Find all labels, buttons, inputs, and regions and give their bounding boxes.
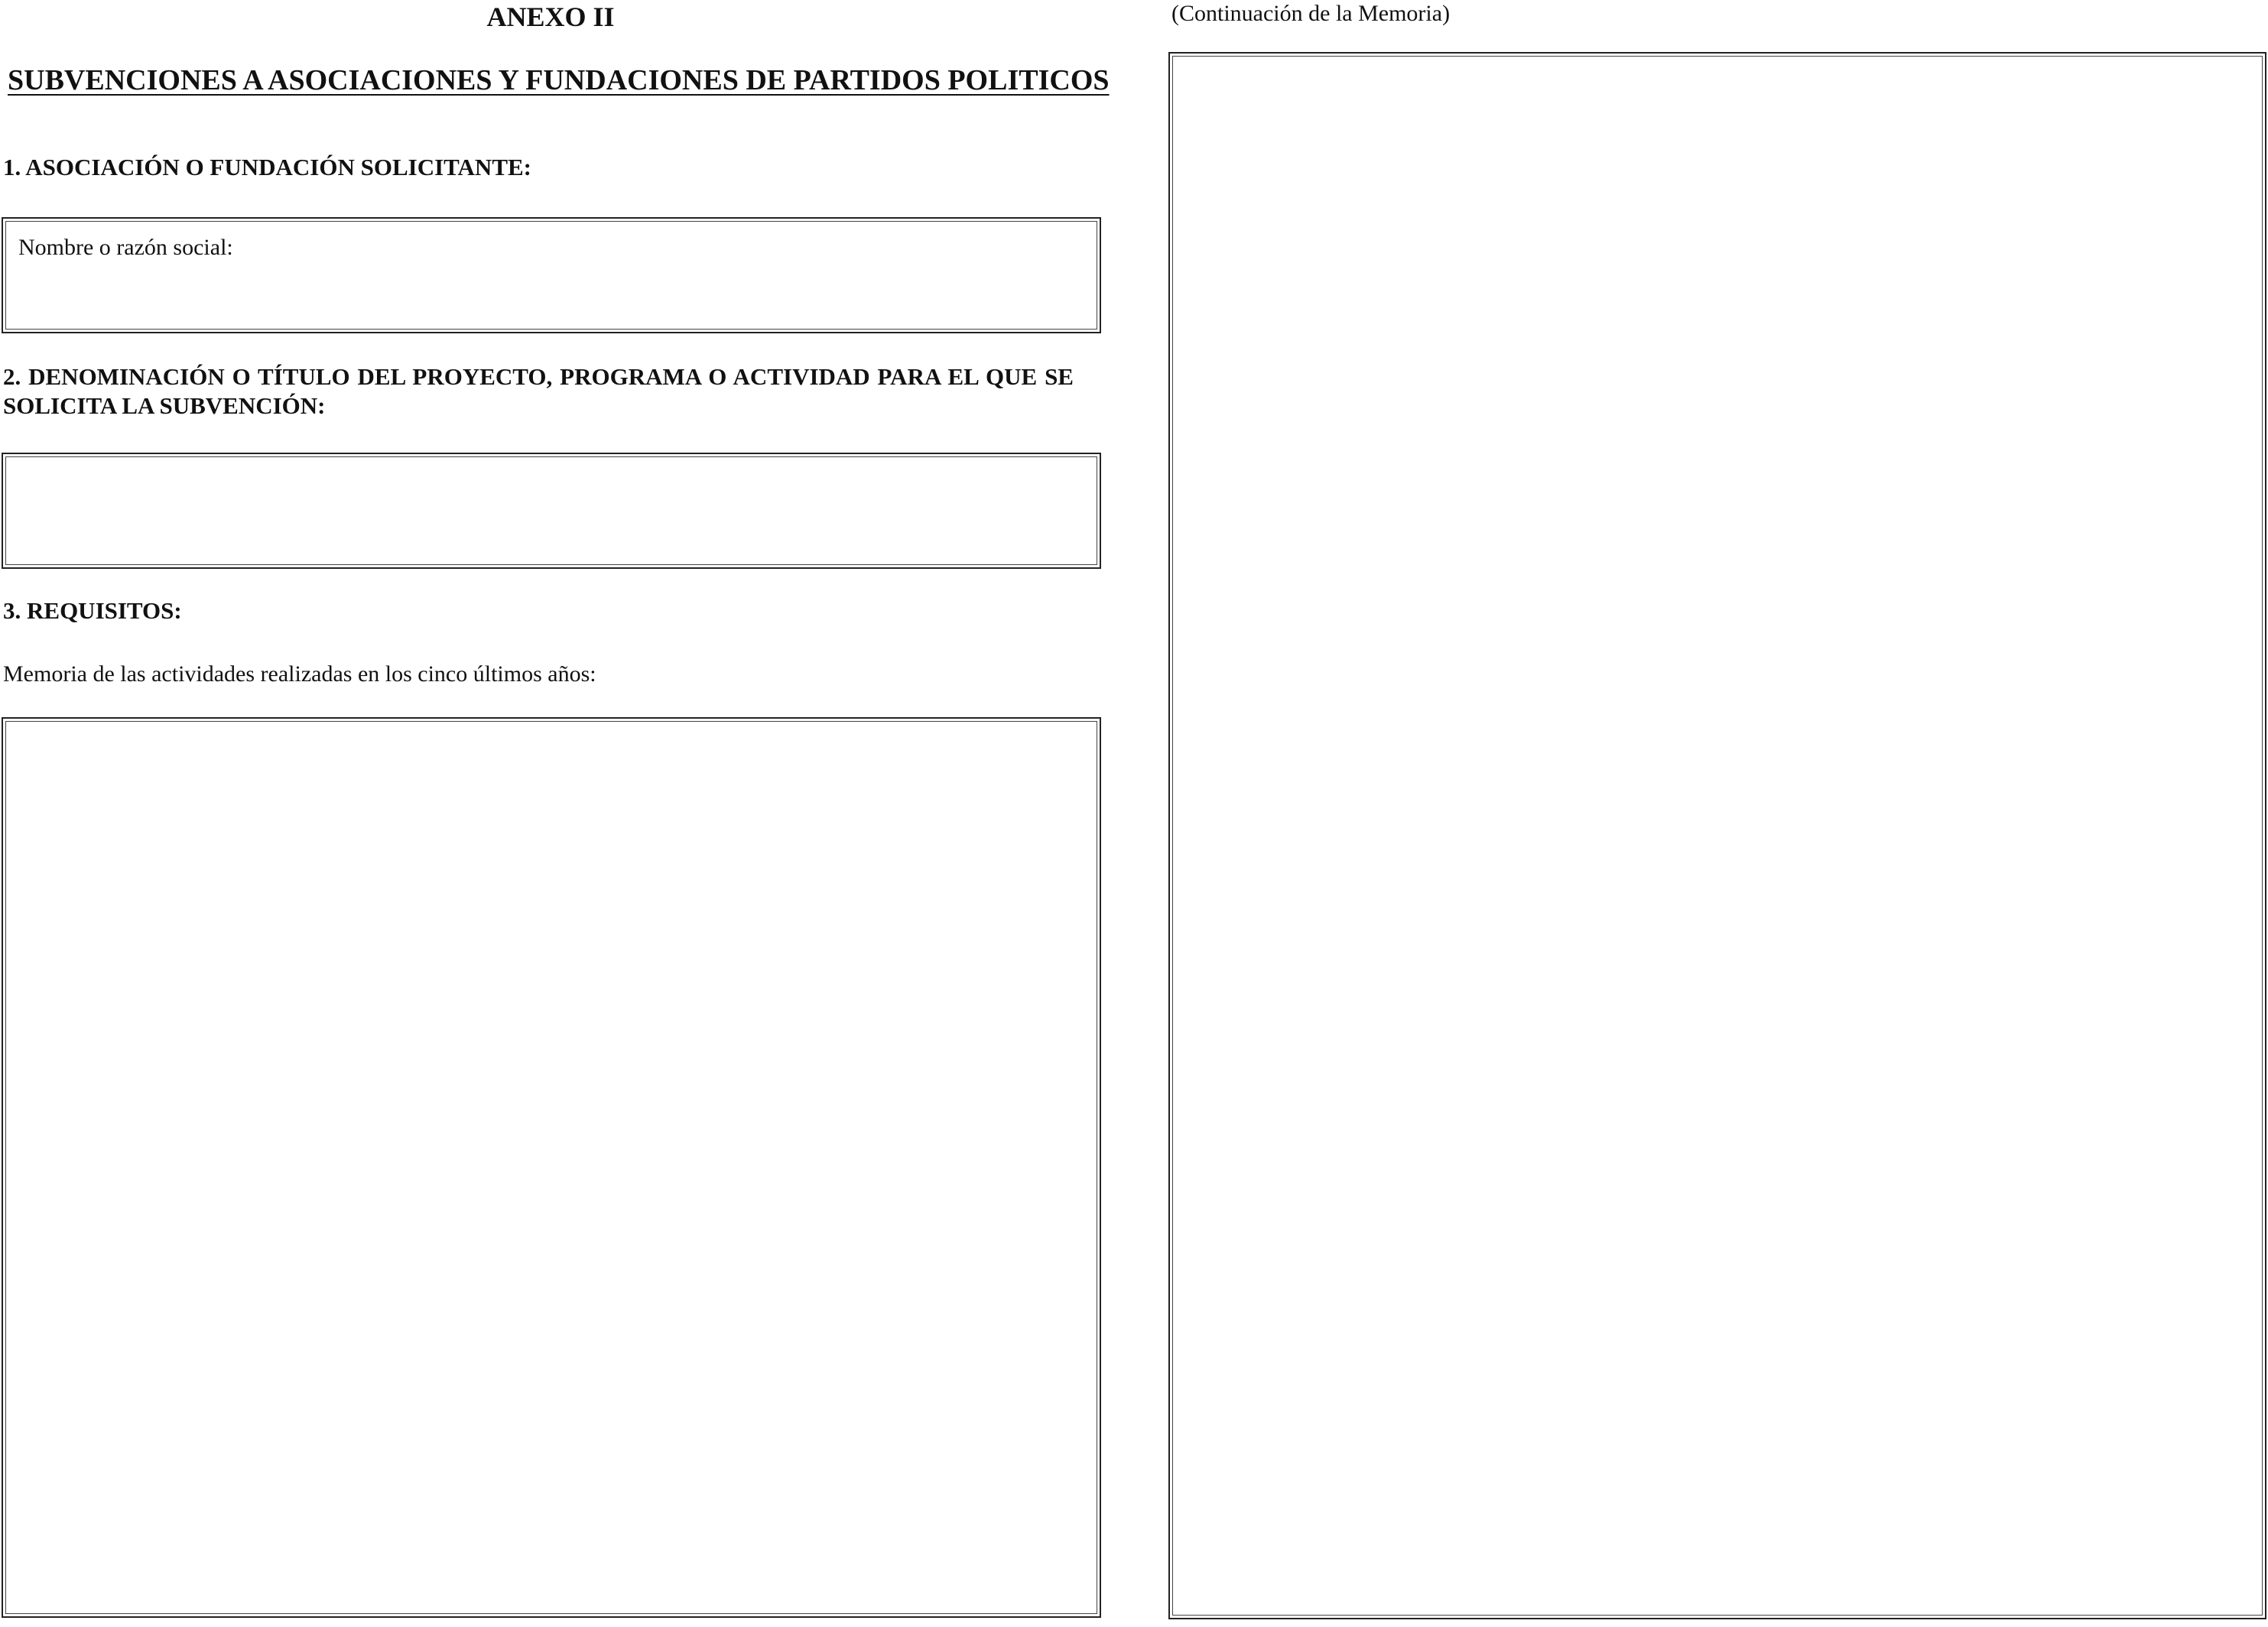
project-title-field[interactable] [12,463,1090,558]
form-main-title: SUBVENCIONES A ASOCIACIONES Y FUNDACIONES DE PARTIDOS POLITICOS [8,64,1110,96]
memoria-field[interactable] [12,728,1090,1607]
applicant-name-field[interactable] [12,228,1090,323]
memoria-box[interactable] [2,717,1101,1618]
section-1-heading: 1. ASOCIACIÓN O FUNDACIÓN SOLICITANTE: [3,154,531,180]
annex-title: ANEXO II [486,2,615,32]
memoria-continuation-field[interactable] [1179,63,2256,1609]
memoria-label: Memoria de las actividades realizadas en los cinco últimos años: [3,661,596,687]
continuation-label: (Continuación de la Memoria) [1171,1,1451,26]
project-title-box[interactable] [2,453,1101,569]
memoria-continuation-box[interactable] [1168,52,2266,1619]
section-3-heading: 3. REQUISITOS: [3,597,182,624]
applicant-name-label: Nombre o razón social: [18,235,233,260]
applicant-name-box[interactable] [2,217,1101,333]
section-2-heading: 2. DENOMINACIÓN O TÍTULO DEL PROYECTO, PROGRAMA O ACTIVIDAD PARA EL QUE SE SOLICITA LA SUBVENCIÓN: [3,363,1074,419]
